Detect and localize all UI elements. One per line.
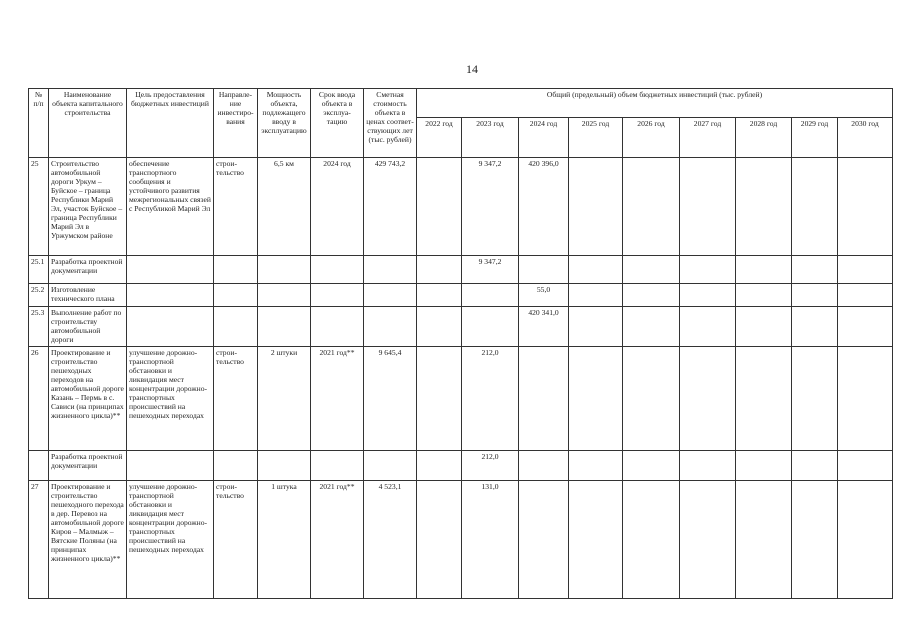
header-year: 2024 год bbox=[519, 118, 569, 158]
cell-2023 bbox=[462, 284, 519, 307]
cell-num: 25.2 bbox=[29, 284, 49, 307]
cell-deadline bbox=[311, 307, 364, 347]
cell-capacity bbox=[258, 307, 311, 347]
investment-table bbox=[28, 88, 893, 599]
cell-cost bbox=[364, 307, 417, 347]
cell-2023 bbox=[462, 307, 519, 347]
cell-num: 25.1 bbox=[29, 256, 49, 284]
cell-direction: строи-тельство bbox=[214, 158, 258, 256]
cell-2024 bbox=[519, 256, 569, 284]
cell-num: 27 bbox=[29, 481, 49, 599]
cell-goal: улучшение дорожно-транспортной обстановки и ликвидация мест концентрации дорожно-транспортных происшествий на пешеходных переходах bbox=[127, 481, 214, 599]
cell-2022 bbox=[417, 451, 462, 481]
cell-name: Выполнение работ по строительству автомобильной дороги bbox=[49, 307, 127, 347]
header-goal: Цель предоставления бюджетных инвестиций bbox=[127, 89, 214, 158]
cell-direction bbox=[214, 256, 258, 284]
header-year: 2030 год bbox=[838, 118, 893, 158]
table-row bbox=[29, 347, 893, 451]
cell-goal bbox=[127, 451, 214, 481]
table-row bbox=[29, 481, 893, 599]
cell-deadline bbox=[311, 451, 364, 481]
header-year: 2025 год bbox=[569, 118, 623, 158]
header-capacity: Мощность объекта, подлежащего вводу в эксплуатацию bbox=[258, 89, 311, 158]
cell-direction bbox=[214, 284, 258, 307]
cell-2024: 420 396,0 bbox=[519, 158, 569, 256]
cell-name: Проектирование и строительство пешеходного перехода в дер. Перевоз на автомобильной дороге Киров – Малмыж – Вятские Поляны (на принципах жизненного цикла)** bbox=[49, 481, 127, 599]
cell-num: 25.3 bbox=[29, 307, 49, 347]
cell-2022 bbox=[417, 481, 462, 599]
header-total: Общий (предельный) объем бюджетных инвестиций (тыс. рублей) bbox=[417, 89, 893, 118]
cell-2022 bbox=[417, 284, 462, 307]
cell-direction: строи-тельство bbox=[214, 481, 258, 599]
cell-cost: 429 743,2 bbox=[364, 158, 417, 256]
cell-capacity: 2 штуки bbox=[258, 347, 311, 451]
cell-capacity bbox=[258, 451, 311, 481]
cell-capacity bbox=[258, 284, 311, 307]
page-number: 14 bbox=[466, 62, 478, 76]
cell-goal bbox=[127, 256, 214, 284]
header-year: 2029 год bbox=[792, 118, 838, 158]
cell-direction bbox=[214, 307, 258, 347]
cell-capacity: 6,5 км bbox=[258, 158, 311, 256]
cell-2022 bbox=[417, 256, 462, 284]
cell-2022 bbox=[417, 347, 462, 451]
cell-2022 bbox=[417, 158, 462, 256]
header-deadline: Срок ввода объекта в эксплуа-тацию bbox=[311, 89, 364, 158]
cell-capacity bbox=[258, 256, 311, 284]
cell-capacity: 1 штука bbox=[258, 481, 311, 599]
cell-2024 bbox=[519, 347, 569, 451]
header-name: Наименование объекта капитального строительства bbox=[49, 89, 127, 158]
cell-name: Изготовление технического плана bbox=[49, 284, 127, 307]
cell-num: 25 bbox=[29, 158, 49, 256]
cell-2024 bbox=[519, 481, 569, 599]
header-cost: Сметная стоимость объекта в ценах соответ-ствующих лет (тыс. рублей) bbox=[364, 89, 417, 158]
table-row bbox=[29, 307, 893, 347]
cell-name: Строительство автомобильной дороги Уркум – Буйское – граница Республики Марий Эл, участок Буйское – граница Республики Марий Эл в Уржумском районе bbox=[49, 158, 127, 256]
cell-deadline: 2021 год** bbox=[311, 347, 364, 451]
cell-cost bbox=[364, 284, 417, 307]
cell-2023: 212,0 bbox=[462, 451, 519, 481]
header-year: 2028 год bbox=[736, 118, 792, 158]
cell-goal bbox=[127, 284, 214, 307]
header-year: 2026 год bbox=[623, 118, 680, 158]
table-row bbox=[29, 256, 893, 284]
cell-goal: обеспечение транспортного сообщения и устойчивого развития межрегиональных связей с Республикой Марий Эл bbox=[127, 158, 214, 256]
cell-name: Разработка проектной документации bbox=[49, 451, 127, 481]
cell-num bbox=[29, 451, 49, 481]
header-year: 2022 год bbox=[417, 118, 462, 158]
cell-deadline bbox=[311, 256, 364, 284]
cell-2022 bbox=[417, 307, 462, 347]
cell-2023: 131,0 bbox=[462, 481, 519, 599]
cell-2023: 9 347,2 bbox=[462, 158, 519, 256]
cell-goal bbox=[127, 307, 214, 347]
header-year: 2023 год bbox=[462, 118, 519, 158]
cell-cost bbox=[364, 256, 417, 284]
cell-2023: 212,0 bbox=[462, 347, 519, 451]
cell-direction bbox=[214, 451, 258, 481]
cell-name: Проектирование и строительство пешеходных переходов на автомобильной дороге Казань – Пермь в с. Сависи (на принципах жизненного цикла)** bbox=[49, 347, 127, 451]
cell-deadline: 2024 год bbox=[311, 158, 364, 256]
cell-deadline bbox=[311, 284, 364, 307]
table-row bbox=[29, 284, 893, 307]
cell-cost: 9 645,4 bbox=[364, 347, 417, 451]
cell-direction: строи-тельство bbox=[214, 347, 258, 451]
cell-2024 bbox=[519, 451, 569, 481]
header-year: 2027 год bbox=[680, 118, 736, 158]
cell-name: Разработка проектной документации bbox=[49, 256, 127, 284]
header-direction: Направле-ние инвестиро-вания bbox=[214, 89, 258, 158]
cell-goal: улучшение дорожно-транспортной обстановки и ликвидация мест концентрации дорожно-транспортных происшествий на пешеходных переходах bbox=[127, 347, 214, 451]
header-num: № п/п bbox=[29, 89, 49, 158]
cell-num: 26 bbox=[29, 347, 49, 451]
cell-2023: 9 347,2 bbox=[462, 256, 519, 284]
cell-2024: 55,0 bbox=[519, 284, 569, 307]
cell-cost: 4 523,1 bbox=[364, 481, 417, 599]
cell-deadline: 2021 год** bbox=[311, 481, 364, 599]
cell-cost bbox=[364, 451, 417, 481]
table-row bbox=[29, 158, 893, 256]
cell-2024: 420 341,0 bbox=[519, 307, 569, 347]
table-row bbox=[29, 451, 893, 481]
